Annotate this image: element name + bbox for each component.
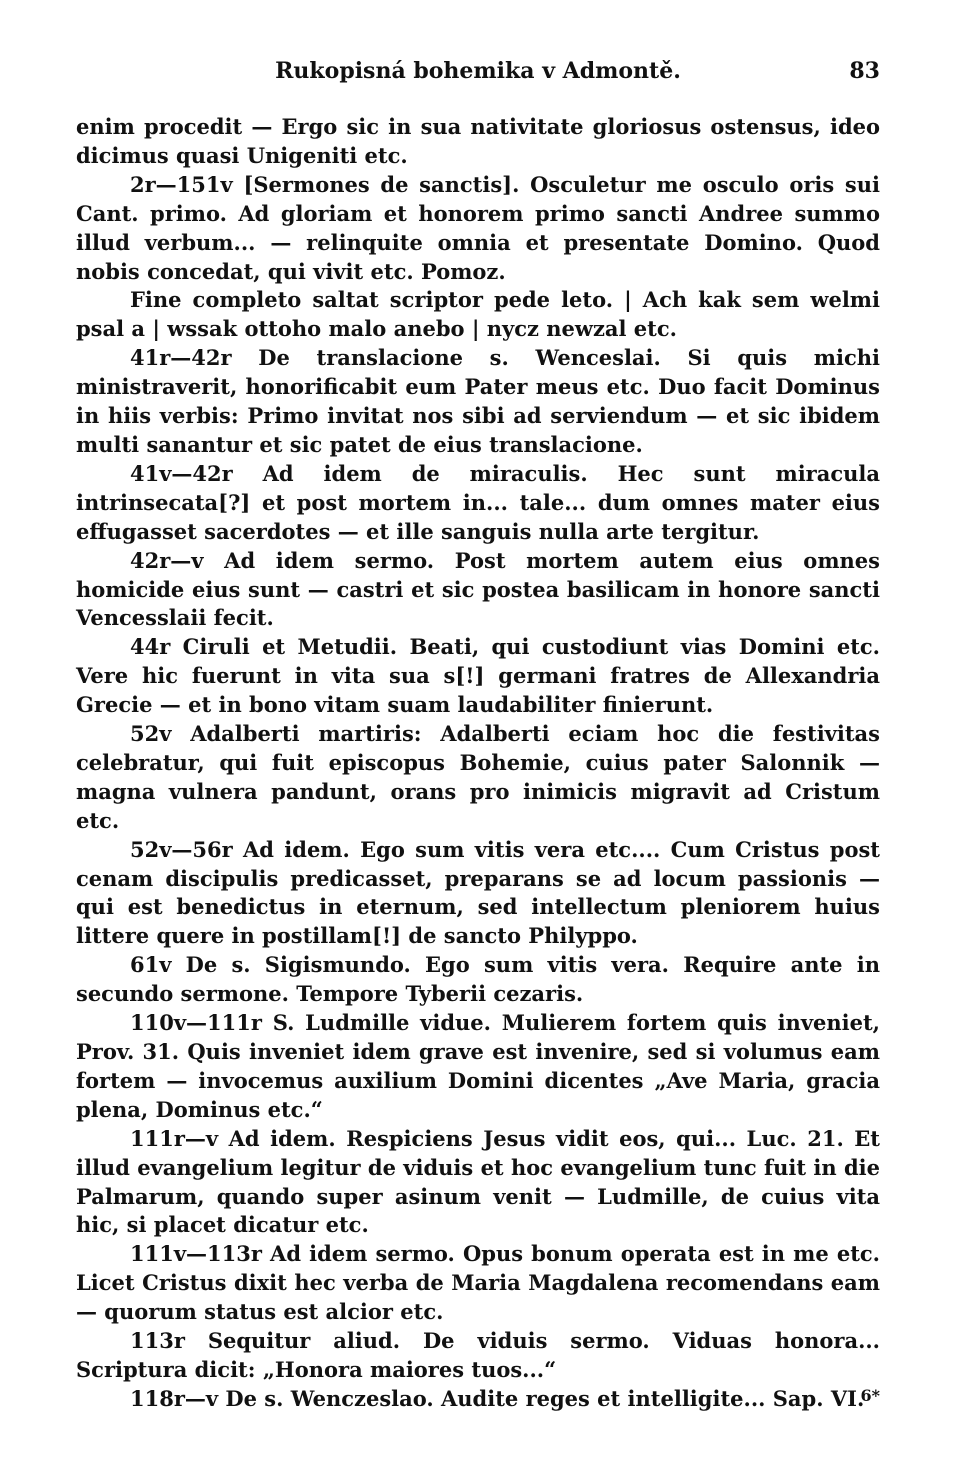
entry-paragraph: 61v De s. Sigismundo. Ego sum vitis vera. Require ante in secundo sermone. Tempore Tyberii cezaris.	[76, 952, 880, 1007]
entry-paragraph: 52v—56r Ad idem. Ego sum vitis vera etc.... Cum Cristus post cenam discipulis predicasset, preparans se ad locum passionis — qui est benedictus in eternum, sed intellectum pleniorem huius littere quere in postillam[!] de sancto Philyppo.	[76, 836, 880, 949]
entry-paragraph: 110v—111r S. Ludmille vidue. Mulierem fortem quis inveniet, Prov. 31. Quis inveniet idem grave est invenire, sed si volumus eam fortem — invocemus auxilium Domini dicentes „Ave Maria, gracia plena, Dominus etc.“	[76, 1010, 880, 1122]
entry-paragraph: 41v—42r Ad idem de miraculis. Hec sunt miracula intrinsecata[?] et post mortem in... tale... dum omnes mater eius effugasset sacerdotes — et ille sanguis nulla arte tergitur.	[76, 460, 880, 544]
paragraph-continuation: enim procedit — Ergo sic in sua nativitate gloriosus ostensus, ideo dicimus quasi Unigeniti etc.	[76, 114, 880, 168]
running-head	[76, 58, 880, 90]
entry-paragraph: 118r—v De s. Wenczeslao. Audite reges et intelligite... Sap. VI.	[130, 1385, 865, 1411]
signature-mark: 6*	[860, 1386, 880, 1405]
entry-paragraph: 44r Ciruli et Metudii. Beati, qui custodiunt vias Domini etc. Vere hic fuerunt in vita sua s[!] germani fratres de Allexandria Grecie — et in bono vitam suam laudabiliter finierunt.	[76, 634, 880, 718]
entry-paragraph: Fine completo saltat scriptor pede leto. | Ach kak sem welmi psal a | wssak ottoho malo anebo | nycz newzal etc.	[76, 287, 880, 342]
body-text	[76, 113, 880, 1414]
running-title: Rukopisná bohemika v Admontě.	[275, 58, 681, 84]
entry-paragraph: 42r—v Ad idem sermo. Post mortem autem eius omnes homicide eius sunt — castri et sic postea basilicam in honore sancti Vencesslaii fecit.	[76, 547, 880, 631]
entry-paragraph: 111v—113r Ad idem sermo. Opus bonum operata est in me etc. Licet Cristus dixit hec verba de Maria Magdalena recomendans eam — quorum status est alcior etc.	[76, 1241, 880, 1325]
entry-paragraph: 2r—151v [Sermones de sanctis]. Osculetur me osculo oris sui Cant. primo. Ad gloriam et honorem primo sancti Andree summo illud verbum... — relinquite omnia et presentate Domino. Quod nobis concedat, qui vivit etc. Pomoz.	[76, 171, 880, 284]
entry-paragraph: 52v Adalberti martiris: Adalberti eciam hoc die festivitas celebratur, qui fuit episcopus Bohemie, cuius pater Salonnik — magna vulnera pandunt, orans pro inimicis migravit ad Cristum etc.	[76, 721, 880, 833]
entry-paragraph: 41r—42r De translacione s. Wenceslai. Si quis michi ministraverit, honorificabit eum Pater meus etc. Duo facit Dominus in hiis verbis: Primo invitat nos sibi ad serviendum — et sic ibidem multi sanantur et sic patet de eius translacione.	[76, 345, 880, 457]
page-number: 83	[849, 58, 880, 84]
entry-paragraph: 113r Sequitur aliud. De viduis sermo. Viduas honora... Scriptura dicit: „Honora maiores tuos...“	[76, 1328, 880, 1382]
entry-paragraph: 111r—v Ad idem. Respiciens Jesus vidit eos, qui... Luc. 21. Et illud evangelium legitur de viduis et hoc evangelium tunc fuit in die Palmarum, quando super asinum venit — Ludmille, de cuius vita hic, si placet dicatur etc.	[76, 1125, 880, 1238]
